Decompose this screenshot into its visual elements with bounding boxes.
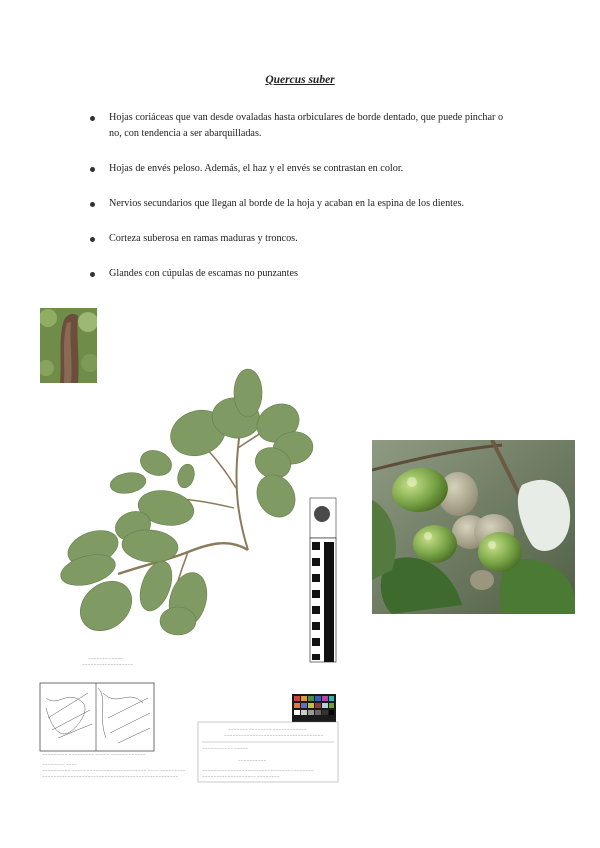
scale-bar [310,498,336,662]
list-item: Glandes con cúpulas de escamas no punzantes [90,266,510,282]
svg-text:~~~~~~~~~~~~~~~~~~~~~~~~~~~~~~: ~~~~~~~~~~~~~~~~~~~~~~~~~~~~~~~~~~~~~~~~~~~~~~~~ [42,775,179,779]
characteristics-list [90,110,510,301]
svg-text:~~~~~~~~ ~~~~: ~~~~~~~~ ~~~~ [42,763,78,767]
svg-text:~~~~~~~~~~~~~~~~~~: ~~~~~~~~~~~~~~~~~~ [82,663,134,667]
svg-text:~~~~~~~ ~~~~~~~~ ~~~~~~~~~~~~: ~~~~~~~ ~~~~~~~~ ~~~~~~~~~~~~ [228,728,307,732]
list-item: Nervios secundarios que llegan al borde de la hoja y acaban en la espina de los dientes. [90,196,510,212]
herbarium-specimen [38,338,344,786]
page-title: Quercus suber [265,74,335,86]
list-item: Hojas coriáceas que van desde ovaladas hasta orbiculares de borde dentado, que puede pinchar o no, con tendencia a ser abarquilladas. [90,110,510,142]
svg-text:~~~~~~~~~~ ~~~~~ ~~~~~~~~~~~~~: ~~~~~~~~~~ ~~~~~ ~~~~~~~~~~~~~~~~~~~~~ ~~~~ ~~~~~~~~~ [42,769,186,773]
svg-text:~~~~~~~~~~: ~~~~~~~~~~ [238,759,267,763]
list-item: Hojas de envés peloso. Además, el haz y el envés se contrastan en color. [90,161,510,177]
list-item: Corteza suberosa en ramas maduras y troncos. [90,231,510,247]
svg-text:~~~~~~~~~~~~~~~~~~~~~~~~~~~~~~: ~~~~~~~~~~~~~~~~~~~~~~~~~~~~~~~~~~~ [224,734,324,738]
svg-text:~~~~~~~~~~~: ~~~~~~~~~~~ ~~~~~ [202,747,249,751]
svg-text:~~~~~~~~ ~~~~: ~~~~~~~~ ~~~~ [88,657,124,661]
svg-text:~~~~~~~~~~~~~~~~~~~: ~~~~~~~~~~~~~~~~~~~ ~~~~~~~~ [202,775,280,779]
acorn-photo [372,440,575,614]
svg-text:~~~~~~~~~ ~~~~~~~~~ ~~~~~ ~~~~: ~~~~~~~~~ ~~~~~~~~~ ~~~~~ ~~~~~~ ~~~~~~ [42,753,146,757]
svg-text:~~~~~~~~~~~~~~~~~~~~~~~~~~~~~~: ~~~~~~~~~~~~~~~~~~~~~~~~~~~~~~~ ~~~~~~~~ [202,769,314,773]
